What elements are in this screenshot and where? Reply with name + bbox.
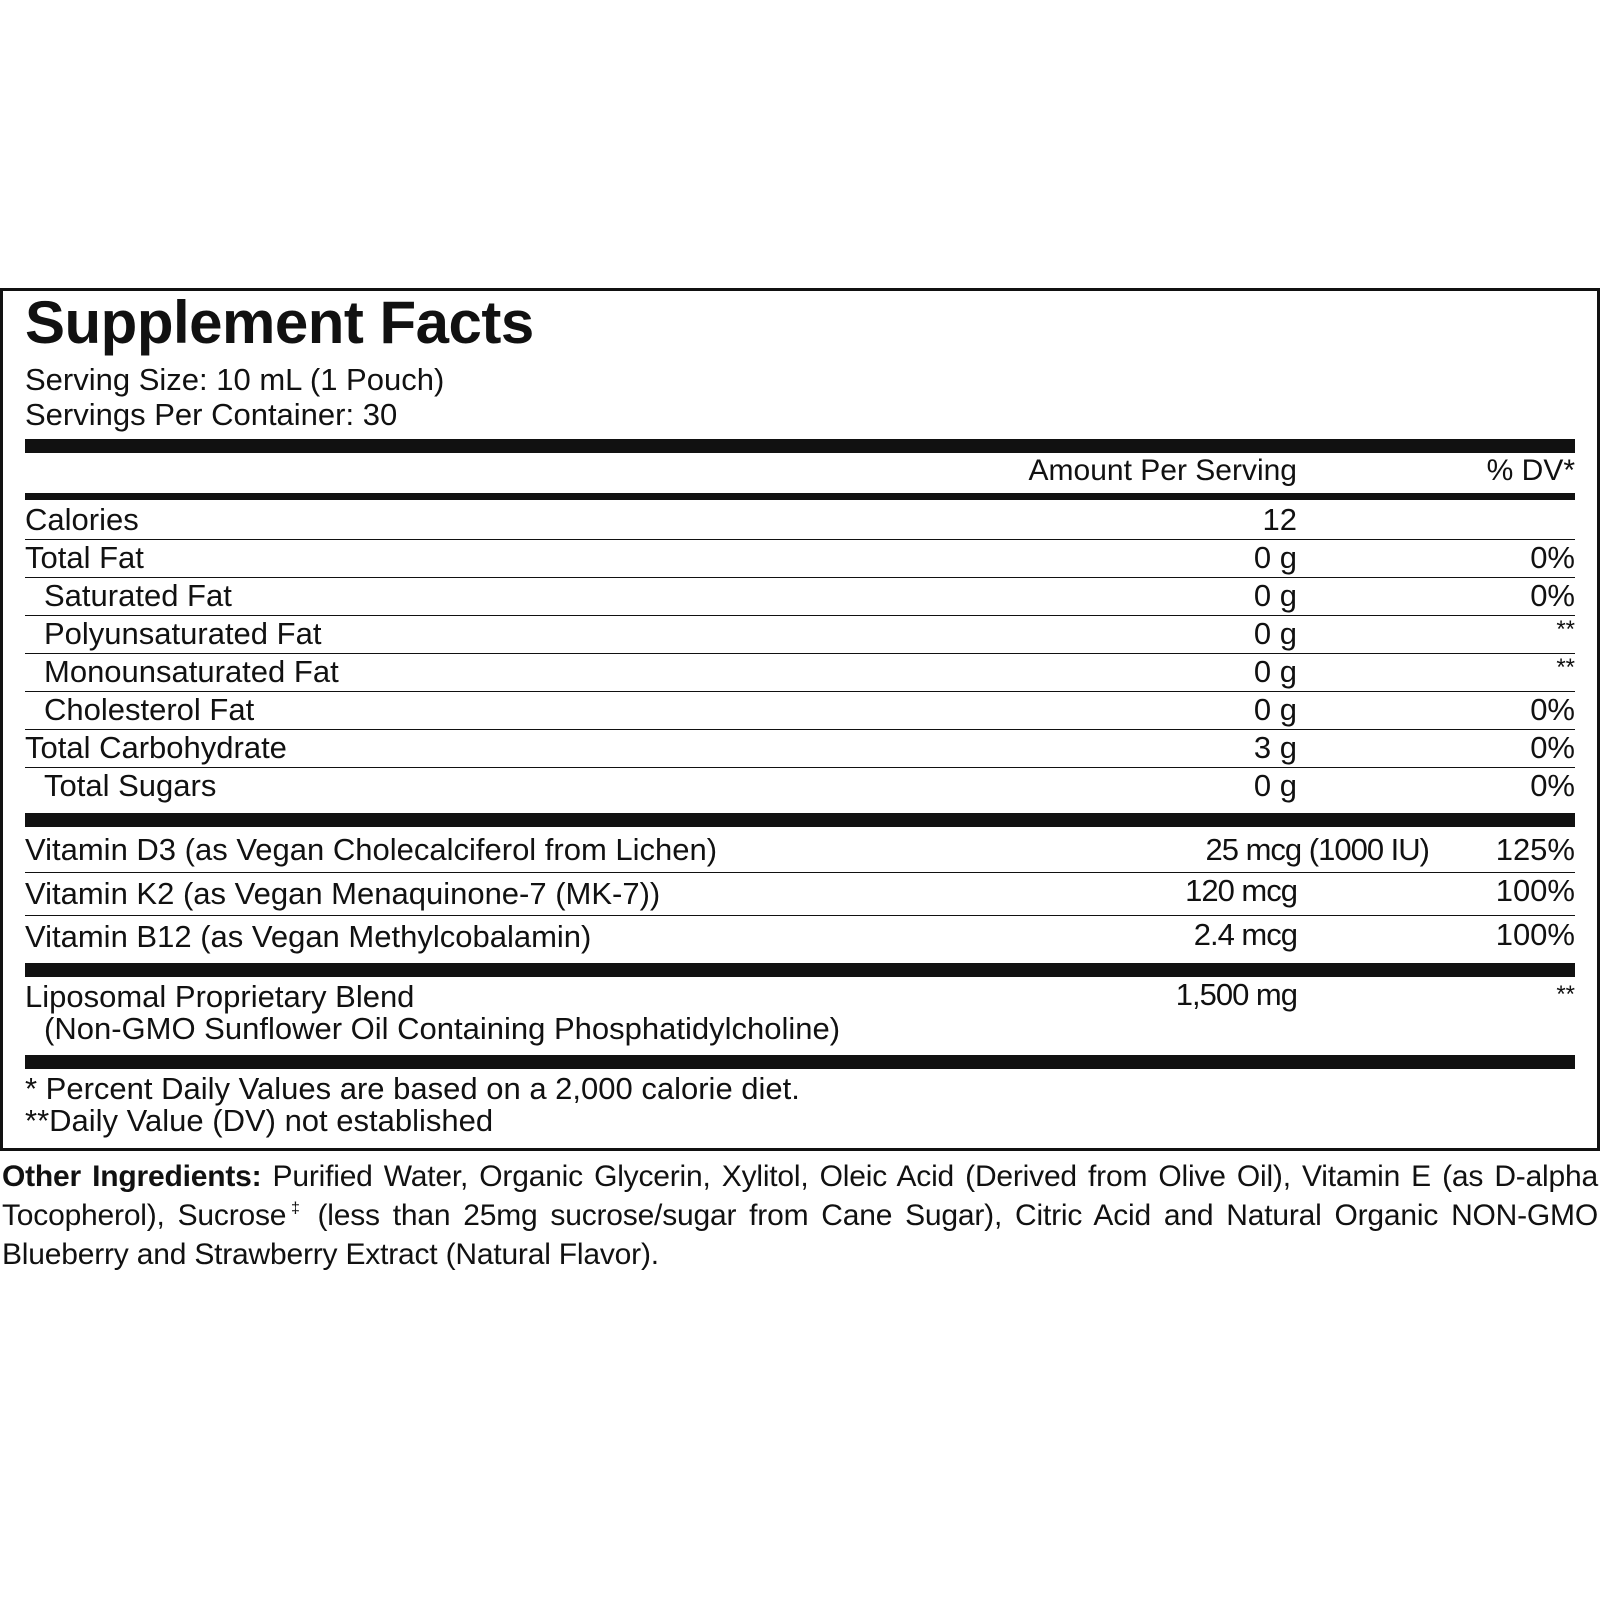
vitamin-amount: 25 mcg (1000 IU) [1205, 832, 1429, 867]
vitamin-row-k2 [25, 875, 1575, 912]
nutrient-amount: 0 g [1253, 578, 1297, 613]
nutrient-dv: ** [1556, 616, 1575, 643]
nutrient-dv: 0% [1530, 730, 1575, 765]
blend-dv: ** [1556, 981, 1575, 1008]
nutrient-name: Cholesterol Fat [44, 692, 255, 727]
vitamin-name: Vitamin B12 (as Vegan Methylcobalamin) [25, 919, 592, 954]
nutrient-dv: 0% [1530, 578, 1575, 613]
thick-divider [25, 963, 1575, 977]
nutrient-row-polyunsaturated-fat [25, 615, 1575, 652]
dagger-mark: ‡ [286, 1200, 305, 1217]
row-divider [25, 915, 1575, 916]
vitamin-name: Vitamin K2 (as Vegan Menaquinone-7 (MK-7)) [25, 876, 661, 911]
supplement-facts-content [25, 291, 1575, 1148]
nutrient-row-calories [25, 501, 1575, 538]
vitamin-amount: 120 mcg [1185, 873, 1297, 908]
nutrient-name: Total Carbohydrate [25, 730, 287, 765]
nutrient-name: Polyunsaturated Fat [44, 616, 322, 651]
blend-name: Liposomal Proprietary Blend [25, 979, 415, 1014]
nutrient-dv: 0% [1530, 768, 1575, 803]
medium-divider [25, 493, 1575, 500]
row-divider [25, 872, 1575, 873]
nutrient-dv: ** [1556, 654, 1575, 681]
supplement-facts-panel [0, 288, 1600, 1151]
nutrient-row-total-carbohydrate [25, 729, 1575, 766]
nutrient-name: Saturated Fat [44, 578, 232, 613]
nutrient-row-total-fat [25, 539, 1575, 576]
nutrient-amount: 0 g [1253, 654, 1297, 689]
nutrient-amount: 0 g [1253, 692, 1297, 727]
nutrient-row-cholesterol-fat [25, 691, 1575, 728]
nutrient-amount: 12 [1262, 502, 1297, 537]
other-ingredients [2, 1157, 1598, 1274]
serving-size: Serving Size: 10 mL (1 Pouch) [25, 362, 445, 397]
other-ingredients-label: Other Ingredients: [2, 1160, 262, 1193]
thick-divider [25, 439, 1575, 453]
nutrient-amount: 0 g [1253, 540, 1297, 575]
nutrient-dv: 0% [1530, 540, 1575, 575]
servings-per-container: Servings Per Container: 30 [25, 397, 398, 432]
vitamin-row-b12 [25, 918, 1575, 955]
nutrient-row-monounsaturated-fat [25, 653, 1575, 690]
footnote-dv-not-established: **Daily Value (DV) not established [25, 1103, 494, 1138]
header-amount-per-serving: Amount Per Serving [1028, 454, 1297, 487]
panel-title: Supplement Facts [25, 289, 534, 356]
vitamin-dv: 100% [1495, 917, 1575, 952]
nutrient-name: Total Sugars [44, 768, 217, 803]
nutrient-name: Total Fat [25, 540, 144, 575]
thick-divider [25, 813, 1575, 827]
other-ingredients-text-continued: (less than 25mg sucrose/sugar from Cane Sugar), Citric Acid and Natural Organic NON-GMO Blueberry and Strawberry Extract (Natural Flavor). [2, 1199, 1598, 1271]
other-ingredients-text: Purified Water, Organic Glycerin, Xylitol, Oleic Acid (Derived from Olive Oil), Vitamin E (as D-alpha Tocopherol), Sucrose [2, 1160, 1598, 1232]
blend-description: (Non-GMO Sunflower Oil Containing Phosphatidylcholine) [44, 1011, 841, 1046]
blend-amount: 1,500 mg [1175, 977, 1297, 1012]
nutrient-row-total-sugars [25, 767, 1575, 804]
footnote-percent-daily-values: * Percent Daily Values are based on a 2,000 calorie diet. [25, 1071, 800, 1106]
vitamin-name: Vitamin D3 (as Vegan Cholecalciferol from Lichen) [25, 832, 718, 867]
vitamin-dv: 100% [1495, 873, 1575, 908]
nutrient-name: Monounsaturated Fat [44, 654, 339, 689]
thick-divider [25, 1055, 1575, 1069]
vitamin-amount: 2.4 mcg [1193, 917, 1297, 952]
nutrient-amount: 0 g [1253, 616, 1297, 651]
nutrient-name: Calories [25, 502, 139, 537]
nutrient-amount: 3 g [1253, 730, 1297, 765]
vitamin-row-d3 [25, 831, 1575, 868]
nutrient-amount: 0 g [1253, 768, 1297, 803]
nutrient-dv: 0% [1530, 692, 1575, 727]
nutrient-row-saturated-fat [25, 577, 1575, 614]
header-daily-value: % DV* [1486, 454, 1575, 487]
vitamin-dv: 125% [1495, 832, 1575, 867]
